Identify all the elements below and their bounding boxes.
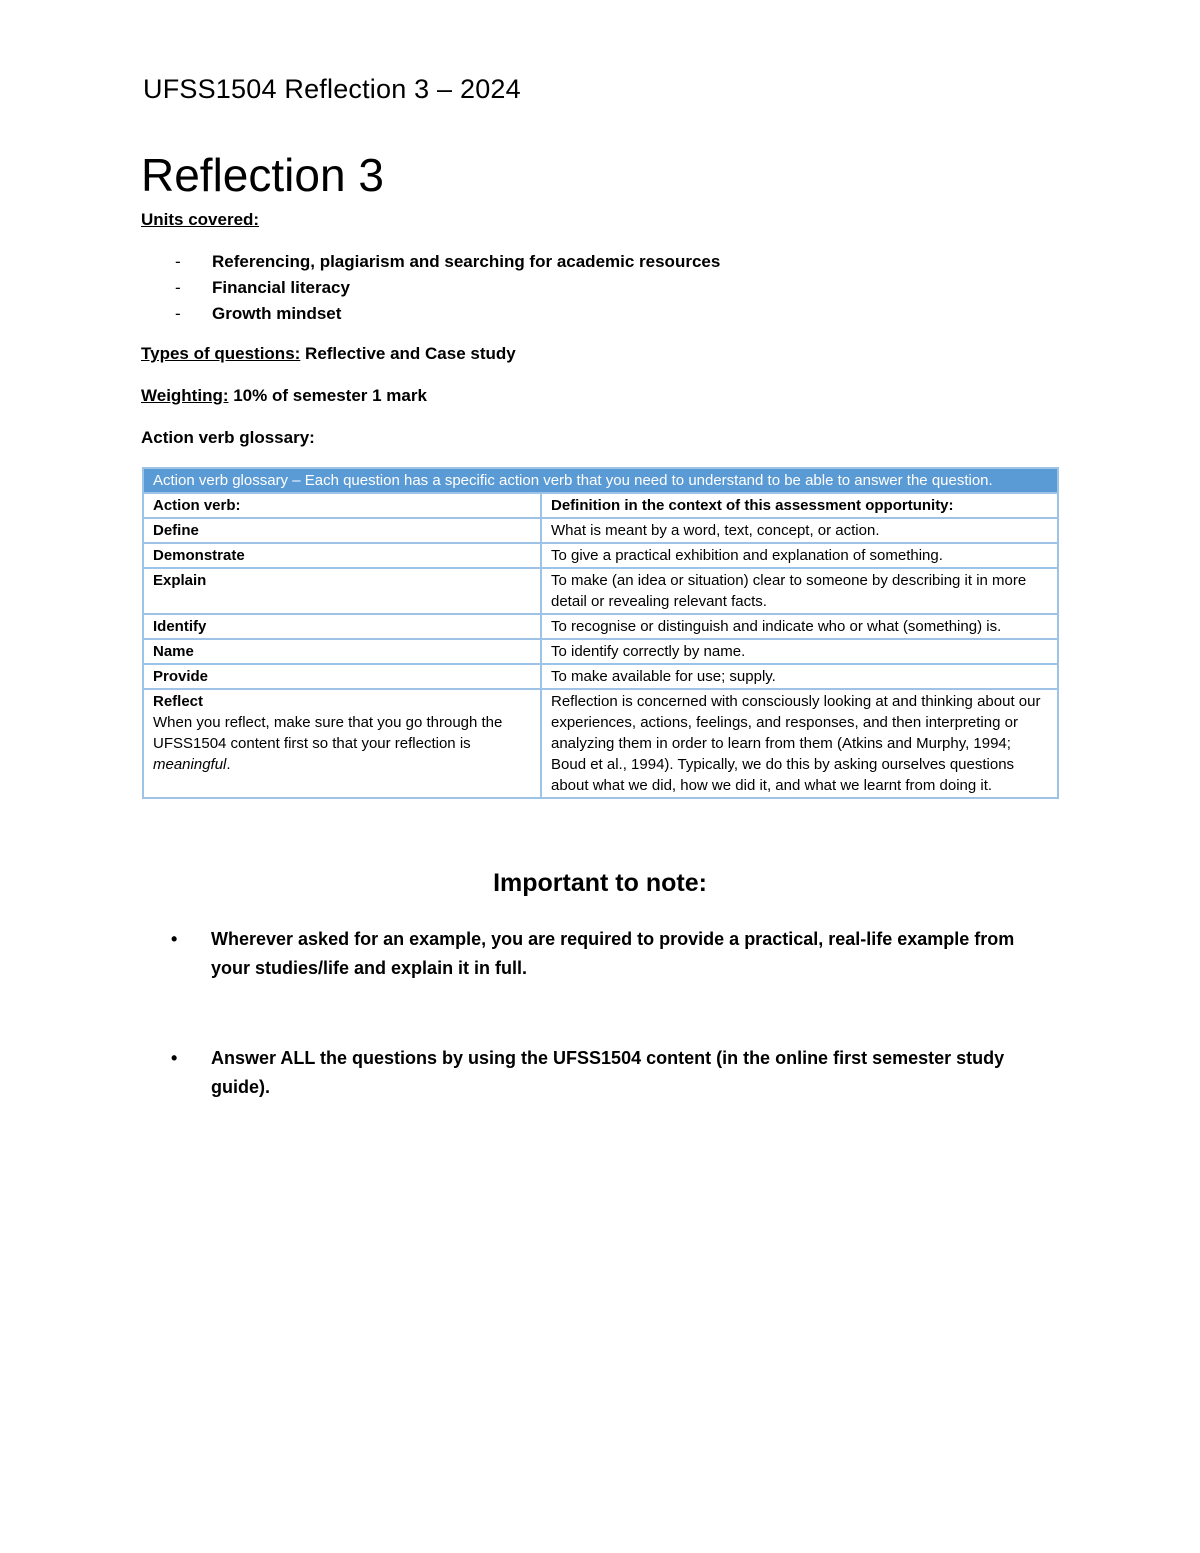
table-row — [143, 518, 1058, 543]
definition-cell: To make (an idea or situation) clear to someone by describing it in more detail or revealing relevant facts. — [541, 568, 1058, 614]
note-text: Answer ALL the questions by using the UFSS1504 content (in the online first semester study guide). — [211, 1048, 1005, 1097]
note-text: Wherever asked for an example, you are required to provide a practical, real-life example from your studies/life and explain it in full. — [211, 929, 1015, 978]
verb-name: Reflect — [153, 693, 204, 710]
verb-cell: Name — [143, 639, 541, 664]
important-notes-list — [168, 925, 1048, 1102]
bullet-icon: • — [171, 929, 178, 949]
weighting-value: 10% of semester 1 mark — [228, 386, 427, 405]
verb-cell: Explain — [143, 568, 541, 614]
glossary-header-cell: Action verb glossary – Each question has a specific action verb that you need to understand to be able to answer the question. — [143, 468, 1058, 493]
verb-cell: Define — [143, 518, 541, 543]
column-header-definition: Definition in the context of this assessment opportunity: — [541, 493, 1058, 518]
units-list — [141, 250, 720, 328]
list-item — [141, 250, 720, 276]
dash-marker: - — [175, 278, 181, 297]
action-verb-glossary-table — [142, 467, 1059, 799]
unit-item-text: Growth mindset — [212, 304, 342, 323]
reflect-note-end: . — [226, 756, 231, 773]
units-covered-label: Units covered: — [141, 210, 260, 229]
table-row — [143, 639, 1058, 664]
reflect-note — [153, 712, 531, 775]
glossary-label: Action verb glossary: — [141, 428, 315, 447]
definition-cell: What is meant by a word, text, concept, or action. — [541, 518, 1058, 543]
weighting — [141, 386, 427, 406]
list-item — [141, 276, 720, 302]
verb-cell: Demonstrate — [143, 543, 541, 568]
definition-cell: To identify correctly by name. — [541, 639, 1058, 664]
table-row — [143, 664, 1058, 689]
reflect-note-emphasis: meaningful — [153, 756, 227, 773]
definition-cell: To recognise or distinguish and indicate who or what (something) is. — [541, 614, 1058, 639]
types-label: Types of questions: — [141, 344, 301, 363]
definition-cell: To make available for use; supply. — [541, 664, 1058, 689]
dash-marker: - — [175, 304, 181, 323]
list-item — [168, 925, 1048, 983]
definition-cell: Reflection is concerned with consciously looking at and thinking about our experiences, actions, feelings, and responses, and then interpreting or analyzing them in order to learn from them (Atkins and Murphy, 1994; Boud et al., 1994). Typically, we do this by asking ourselves questions about what we did, how we did it, and what we learnt from doing it. — [541, 689, 1058, 798]
list-item — [141, 302, 720, 328]
document-header: UFSS1504 Reflection 3 – 2024 — [143, 74, 521, 104]
unit-item-text: Financial literacy — [212, 278, 350, 297]
weighting-label: Weighting: — [141, 386, 229, 405]
table-header-row — [143, 468, 1058, 493]
definition-cell: To give a practical exhibition and explanation of something. — [541, 543, 1058, 568]
types-value: Reflective and Case study — [300, 344, 516, 363]
table-row — [143, 543, 1058, 568]
verb-cell: Provide — [143, 664, 541, 689]
reflect-note-text: When you reflect, make sure that you go through the UFSS1504 content first so that your reflection is — [153, 714, 503, 752]
table-row — [143, 493, 1058, 518]
dash-marker: - — [175, 252, 181, 271]
column-header-verb: Action verb: — [143, 493, 541, 518]
table-row — [143, 689, 1058, 798]
bullet-icon: • — [171, 1048, 178, 1068]
important-note-heading: Important to note: — [493, 869, 707, 897]
list-item — [168, 1044, 1048, 1102]
page-title: Reflection 3 — [141, 149, 384, 201]
verb-cell: Identify — [143, 614, 541, 639]
table-row — [143, 568, 1058, 614]
table-row — [143, 614, 1058, 639]
unit-item-text: Referencing, plagiarism and searching for academic resources — [212, 252, 721, 271]
verb-cell-reflect — [143, 689, 541, 798]
types-of-questions — [141, 344, 516, 364]
